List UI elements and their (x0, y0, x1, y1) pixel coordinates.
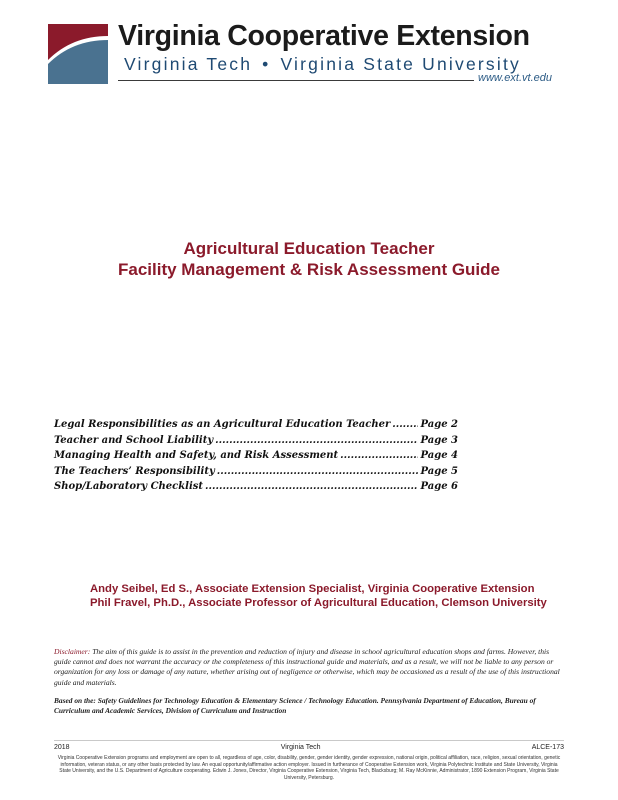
toc-leader-dots (392, 419, 418, 430)
university-virginia-state: Virginia State University (280, 54, 521, 74)
disclaimer-paragraph (54, 647, 564, 688)
toc-entry[interactable] (54, 466, 458, 482)
table-of-contents (54, 419, 458, 497)
document-title-line-2: Facility Management & Risk Assessment Guide (118, 260, 500, 279)
toc-entry-label: Managing Health and Safety, and Risk Assessment (54, 450, 339, 461)
toc-leader-dots (217, 466, 419, 477)
footer-year: 2018 (54, 744, 70, 751)
toc-entry[interactable] (54, 481, 458, 497)
toc-entry-page: Page 6 (420, 481, 458, 492)
header-divider (118, 80, 474, 81)
disclaimer-text: The aim of this guide is to assist in the prevention and reduction of injury and disease in school agricultural education shops and farms. However, this guide cannot and does not warrant the accuracy or the completeness of this instructional guide and materials, and as a result, we will not be liable to any person or organization for any loss or damage of any nature, whether arising out of negligence or otherwise, which may be occasioned as a result of the use of this instructional guide and materials. (54, 647, 560, 687)
vce-logo-icon (48, 24, 108, 84)
toc-leader-dots (340, 450, 418, 461)
toc-entry-label: The Teachers’ Responsibility (54, 465, 215, 477)
toc-leader-dots (215, 435, 418, 446)
organization-name: Virginia Cooperative Extension (118, 20, 530, 52)
document-title-line-1: Agricultural Education Teacher (183, 239, 435, 258)
footer-divider (54, 740, 564, 741)
toc-entry[interactable] (54, 419, 458, 435)
based-on-text: Safety Guidelines for Technology Education & Elementary Science / Technology Education. Pennsylvania Department of Education, Bureau of Curriculum and Academic Services, Division of Curriculum and Instruction (54, 696, 536, 716)
footer-bar (54, 744, 564, 751)
toc-entry[interactable] (54, 450, 458, 466)
toc-entry-page: Page 4 (420, 450, 458, 461)
toc-entry-page: Page 5 (420, 465, 458, 477)
author-seibel: Andy Seibel, Ed S., Associate Extension Specialist, Virginia Cooperative Extension (90, 583, 535, 595)
toc-entry-page: Page 3 (420, 434, 458, 446)
separator-dot: • (262, 54, 271, 74)
equal-opportunity-notice: Virginia Cooperative Extension programs and employment are open to all, regardless of age, color, disability, gender, gender identity, gender expression, national origin, political affiliation, race, religion, sexual orientation, genetic information, veteran status, or any other basis protected by law. An equal opportunity/affirmative action employer. Issued in furtherance of Cooperative Extension work, Virginia Polytechnic Institute and State University, Virginia State University, and the U.S. Department of Agriculture cooperating. Edwin J. Jones, Director, Virginia Cooperative Extension, Virginia Tech, Blacksburg; M. Ray McKinnie, Administrator, 1890 Extension Program, Virginia State University, Petersburg. (57, 755, 561, 781)
toc-entry-label: Legal Responsibilities as an Agricultural Education Teacher (54, 419, 391, 430)
toc-entry-label: Shop/Laboratory Checklist (54, 481, 204, 492)
toc-leader-dots (205, 481, 418, 492)
universities-line (124, 53, 521, 75)
website-link[interactable]: www.ext.vt.edu (478, 72, 552, 84)
footer-institution: Virginia Tech (280, 744, 321, 751)
toc-entry[interactable] (54, 435, 458, 451)
based-on-label: Based on the: (54, 696, 96, 705)
disclaimer-label: Disclaimer: (54, 647, 91, 656)
publication-code: ALCE-173 (531, 744, 564, 751)
author-fravel: Phil Fravel, Ph.D., Associate Professor of Agricultural Education, Clemson University (90, 597, 547, 609)
based-on-paragraph (54, 696, 564, 716)
toc-entry-page: Page 2 (420, 419, 458, 430)
university-virginia-tech: Virginia Tech (124, 54, 253, 74)
toc-entry-label: Teacher and School Liability (54, 434, 214, 446)
